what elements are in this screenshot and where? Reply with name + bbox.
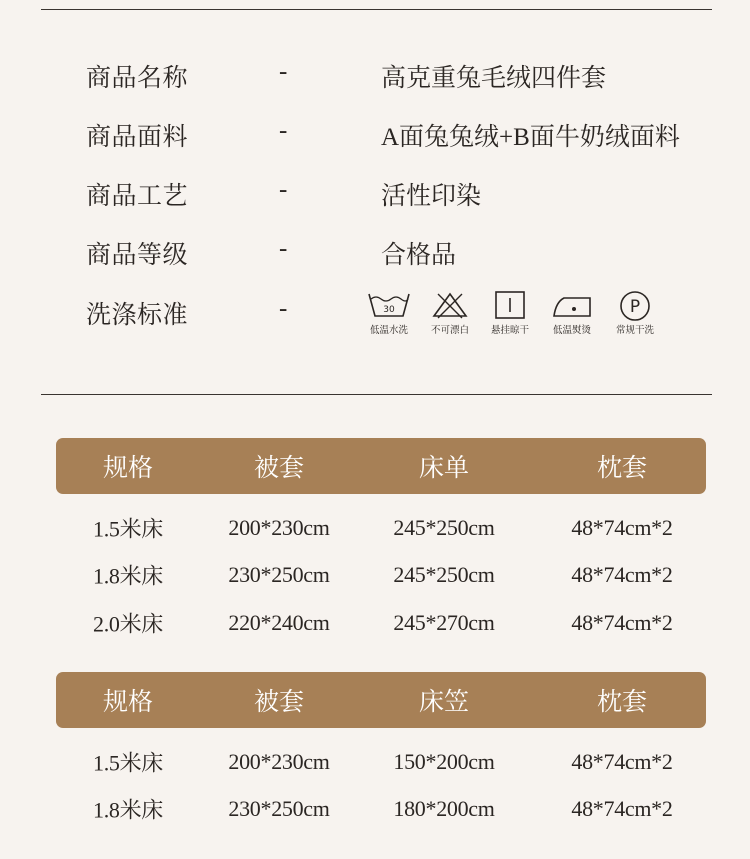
cell: 220*240cm: [228, 610, 330, 635]
cell: 180*200cm: [393, 796, 495, 821]
cell: 2.0米床: [92, 611, 164, 637]
cell: 230*250cm: [228, 796, 330, 821]
cell: 200*230cm: [228, 515, 330, 540]
table-row: [56, 508, 706, 548]
cell: 200*230cm: [228, 749, 330, 774]
wash-label: 悬挂晾干: [490, 325, 529, 336]
info-label: 商品等级: [86, 242, 189, 269]
header-cell: 床笠: [418, 689, 470, 716]
header-cell: 枕套: [596, 689, 648, 716]
cell: 1.8米床: [92, 563, 164, 589]
wash-item: [600, 290, 670, 336]
dry-clean-p-icon: [615, 290, 655, 322]
info-value: 活性印染: [381, 183, 482, 210]
cell: 48*74cm*2: [571, 562, 673, 587]
header-cell: 被套: [253, 455, 305, 482]
cell: 1.5米床: [92, 750, 164, 776]
info-dash: -: [279, 295, 288, 322]
info-dash: -: [279, 117, 288, 144]
table-row: [56, 555, 706, 595]
info-row-fabric: [0, 117, 750, 157]
info-label: 商品面料: [86, 124, 189, 151]
wash-label: 常规干洗: [615, 325, 654, 336]
table-row: [56, 742, 706, 782]
info-dash: -: [279, 235, 288, 262]
cell: 245*250cm: [393, 515, 495, 540]
wash-label: 不可漂白: [430, 325, 469, 336]
cell: 48*74cm*2: [571, 796, 673, 821]
info-row-name: [0, 58, 750, 98]
cell: 150*200cm: [393, 749, 495, 774]
low-iron-icon: [550, 290, 594, 320]
info-row-craft: [0, 176, 750, 216]
cell: 48*74cm*2: [571, 610, 673, 635]
cell: 48*74cm*2: [571, 515, 673, 540]
header-cell: 枕套: [596, 455, 648, 482]
wash-30-icon: [367, 290, 411, 320]
info-dash: -: [279, 176, 288, 203]
wash-care-icons: [360, 290, 670, 345]
wash-label: 低温熨烫: [552, 325, 591, 336]
header-cell: 被套: [253, 689, 305, 716]
top-divider: [41, 9, 712, 10]
info-label: 洗涤标准: [86, 302, 189, 329]
cell: 1.5米床: [92, 516, 164, 542]
wash-item: [354, 290, 424, 336]
info-row-grade: [0, 235, 750, 275]
cell: 245*270cm: [393, 610, 495, 635]
header-cell: 规格: [102, 689, 154, 716]
svg-text:P: P: [629, 297, 641, 317]
svg-text:30: 30: [383, 305, 395, 315]
middle-divider: [41, 394, 712, 395]
table1-header: [56, 438, 706, 494]
wash-item: [475, 290, 545, 336]
header-cell: 规格: [102, 455, 154, 482]
info-value: 高克重兔毛绒四件套: [381, 65, 607, 92]
table2-header: [56, 672, 706, 728]
cell: 230*250cm: [228, 562, 330, 587]
info-label: 商品工艺: [86, 183, 189, 210]
no-bleach-icon: [430, 290, 470, 320]
wash-label: 低温水洗: [369, 325, 408, 336]
table-row: [56, 603, 706, 643]
info-value: 合格品: [381, 242, 457, 269]
table-row: [56, 789, 706, 829]
hang-dry-icon: [490, 290, 530, 320]
header-cell: 床单: [418, 455, 470, 482]
info-label: 商品名称: [86, 65, 189, 92]
info-value: A面兔兔绒+B面牛奶绒面料: [381, 124, 680, 151]
info-dash: -: [279, 58, 288, 85]
cell: 48*74cm*2: [571, 749, 673, 774]
wash-item: [537, 290, 607, 336]
cell: 245*250cm: [393, 562, 495, 587]
cell: 1.8米床: [92, 797, 164, 823]
